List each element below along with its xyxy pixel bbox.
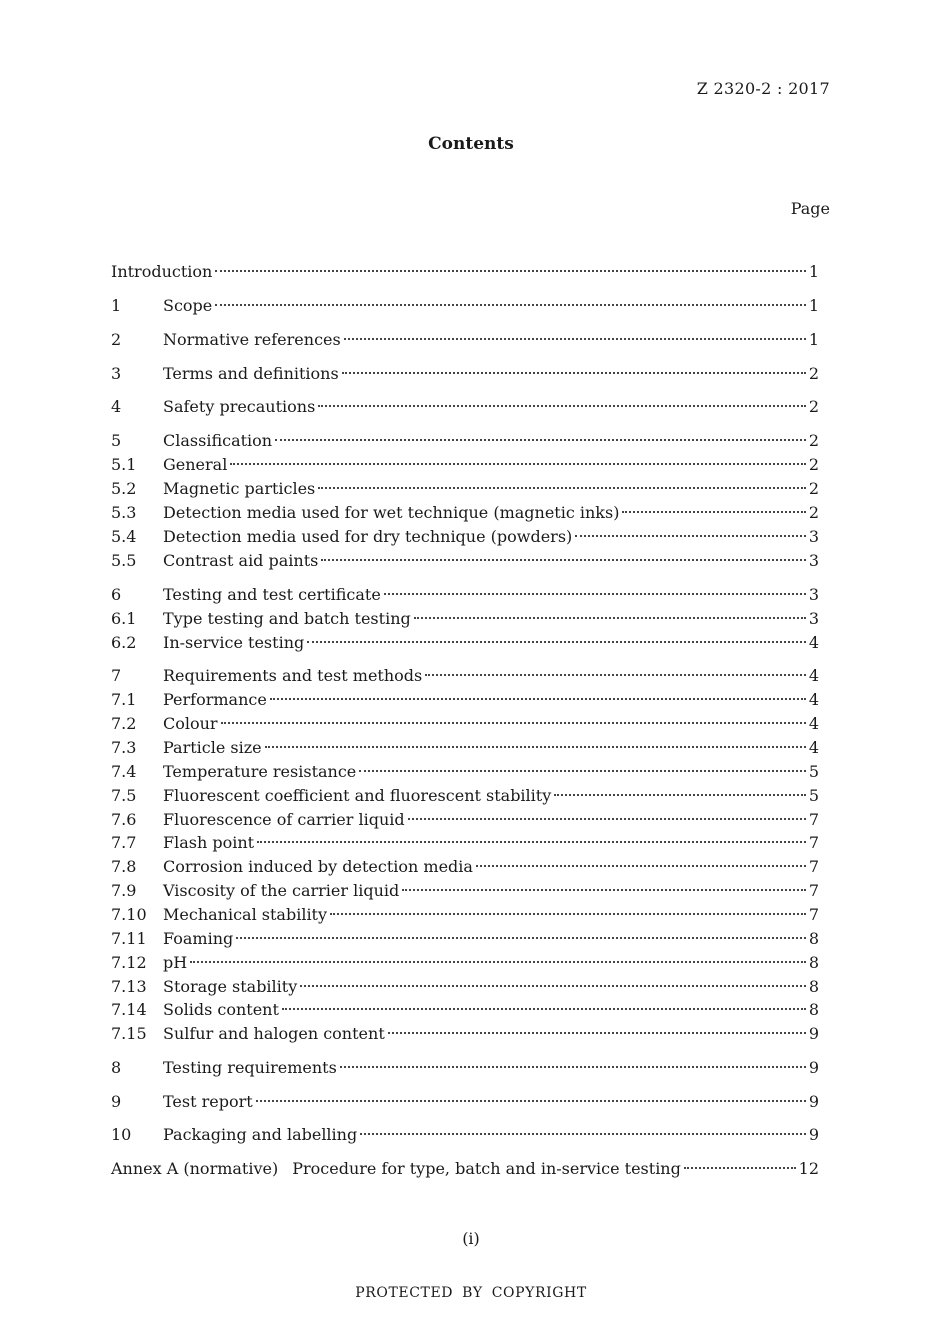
toc-entry-number: 6 (111, 585, 122, 604)
toc-entry-number: 5.2 (111, 479, 137, 498)
toc-leader-dots (270, 698, 806, 700)
toc-entry-number: 5.3 (111, 503, 137, 522)
toc-entry-title: pH (163, 953, 188, 972)
toc-entry-number: 10 (111, 1125, 132, 1144)
toc-entry-title: Terms and definitions (163, 364, 339, 383)
toc-entry-page: 9 (808, 1125, 819, 1144)
toc-entry-number: 7.12 (111, 953, 147, 972)
toc-entry-page: 9 (808, 1024, 819, 1043)
toc-leader-dots (342, 372, 806, 374)
toc-entry-number: 8 (111, 1058, 122, 1077)
toc-leader-dots (554, 794, 806, 796)
toc-entry-title: Scope (163, 296, 213, 315)
toc-entry-number: 3 (111, 364, 122, 383)
toc-entry-number: 9 (111, 1092, 122, 1111)
toc-entry-title: Solids content (163, 1000, 279, 1019)
toc-entry-annex-a[interactable] (111, 1159, 819, 1181)
toc-leader-dots (402, 889, 806, 891)
toc-entry[interactable] (111, 786, 819, 808)
toc-entry[interactable] (111, 431, 819, 453)
toc-entry-title: Testing requirements (163, 1058, 337, 1077)
toc-leader-dots (215, 270, 805, 272)
toc-entry-page: 2 (808, 455, 819, 474)
toc-entry-number: 7.4 (111, 762, 137, 781)
toc-entry-page: 2 (808, 364, 819, 383)
toc-entry-page: 3 (808, 585, 819, 604)
toc-entry-title: Temperature resistance (163, 762, 357, 781)
toc-entry-title: Packaging and labelling (163, 1125, 358, 1144)
toc-entry-title: Safety precautions (163, 397, 316, 416)
toc-entry-page: 8 (808, 929, 819, 948)
toc-leader-dots (265, 746, 806, 748)
toc-leader-dots (388, 1032, 806, 1034)
toc-entry[interactable] (111, 585, 819, 607)
toc-entry-title: Corrosion induced by detection media (163, 857, 473, 876)
toc-entry-title: Foaming (163, 929, 234, 948)
toc-entry-title: Procedure for type, batch and in-service testing (292, 1159, 681, 1178)
toc-entry-number: 7.6 (111, 810, 137, 829)
toc-entry-page: 2 (808, 479, 819, 498)
toc-annex-prefix: Annex A (normative) (111, 1159, 279, 1178)
toc-entry[interactable] (111, 810, 819, 832)
toc-leader-dots (330, 913, 806, 915)
toc-leader-dots (360, 1133, 806, 1135)
toc-entry-page: 1 (808, 262, 819, 281)
toc-entry-title: Fluorescence of carrier liquid (163, 810, 405, 829)
toc-entry[interactable] (111, 397, 819, 419)
toc-leader-dots (256, 1100, 806, 1102)
toc-entry-page: 5 (808, 786, 819, 805)
toc-leader-dots (190, 961, 806, 963)
toc-leader-dots (215, 304, 806, 306)
toc-entry[interactable] (111, 609, 819, 631)
toc-entry[interactable] (111, 881, 819, 903)
toc-entry-title: Storage stability (163, 977, 298, 996)
toc-leader-dots (300, 985, 806, 987)
toc-entry[interactable] (111, 551, 819, 573)
toc-entry-title: Viscosity of the carrier liquid (163, 881, 400, 900)
toc-entry-number: 5.1 (111, 455, 137, 474)
toc-leader-dots (275, 439, 806, 441)
toc-entry-page: 7 (808, 905, 819, 924)
toc-entry-title: Type testing and batch testing (163, 609, 411, 628)
toc-leader-dots (344, 338, 806, 340)
toc-entry-title: Flash point (163, 833, 255, 852)
toc-entry-number: 7.3 (111, 738, 137, 757)
toc-entry-page: 2 (808, 503, 819, 522)
toc-leader-dots (622, 511, 805, 513)
toc-entry-number: 6.1 (111, 609, 137, 628)
toc-entry-title: Sulfur and halogen content (163, 1024, 385, 1043)
toc-entry-title: Fluorescent coefficient and fluorescent stability (163, 786, 552, 805)
toc-entry-number: 7.15 (111, 1024, 147, 1043)
toc-entry-page: 2 (808, 431, 819, 450)
toc-entry-number: 7.14 (111, 1000, 147, 1019)
toc-entry-page: 5 (808, 762, 819, 781)
toc-entry-page: 12 (798, 1159, 819, 1178)
toc-entry[interactable] (111, 296, 819, 318)
copyright-notice: PROTECTED BY COPYRIGHT (355, 1285, 587, 1301)
toc-entry-number: 2 (111, 330, 122, 349)
toc-entry[interactable] (111, 762, 819, 784)
toc-entry[interactable] (111, 738, 819, 760)
toc-leader-dots (408, 818, 806, 820)
toc-entry[interactable] (111, 1024, 819, 1046)
toc-entry-page: 3 (808, 527, 819, 546)
toc-entry-page: 4 (808, 738, 819, 757)
toc-entry-title: Normative references (163, 330, 341, 349)
toc-entry[interactable] (111, 503, 819, 525)
toc-entry-page: 4 (808, 633, 819, 652)
toc-entry-title: Testing and test certificate (163, 585, 381, 604)
toc-entry-page: 1 (808, 330, 819, 349)
toc-entry-number: 7.8 (111, 857, 137, 876)
toc-entry-page: 7 (808, 833, 819, 852)
toc-entry-number: 7.1 (111, 690, 137, 709)
toc-entry[interactable] (111, 633, 819, 655)
toc-leader-dots (575, 535, 806, 537)
toc-leader-dots (230, 463, 805, 465)
toc-entry-introduction[interactable] (111, 262, 819, 284)
toc-leader-dots (221, 722, 806, 724)
toc-entry-title: Magnetic particles (163, 479, 316, 498)
toc-entry-number: 5 (111, 431, 122, 450)
toc-leader-dots (684, 1167, 796, 1169)
toc-leader-dots (318, 405, 806, 407)
toc-entry-title: Requirements and test methods (163, 666, 423, 685)
toc-entry-page: 7 (808, 881, 819, 900)
toc-leader-dots (321, 559, 805, 561)
toc-entry-page: 2 (808, 397, 819, 416)
toc-entry[interactable] (111, 977, 819, 999)
toc-entry-number: 6.2 (111, 633, 137, 652)
toc-entry-title: Detection media used for dry technique (powders) (163, 527, 573, 546)
toc-entry-page: 1 (808, 296, 819, 315)
toc-leader-dots (236, 937, 806, 939)
page-column-heading: Page (790, 199, 830, 218)
toc-entry[interactable] (111, 833, 819, 855)
contents-title: Contents (428, 134, 514, 154)
toc-entry-number: 5.5 (111, 551, 137, 570)
standard-number: Z 2320-2 : 2017 (696, 79, 830, 98)
toc-leader-dots (425, 674, 806, 676)
page-number: (i) (462, 1229, 480, 1248)
toc-leader-dots (318, 487, 806, 489)
toc-entry-title: Classification (163, 431, 273, 450)
toc-entry-title: Contrast aid paints (163, 551, 319, 570)
toc-entry-number: 7 (111, 666, 122, 685)
toc-entry-title: In-service testing (163, 633, 305, 652)
toc-entry-page: 4 (808, 666, 819, 685)
toc-entry-number: 7.5 (111, 786, 137, 805)
toc-entry-page: 9 (808, 1092, 819, 1111)
toc-entry[interactable] (111, 905, 819, 927)
toc-entry[interactable] (111, 455, 819, 477)
toc-entry-title: Performance (163, 690, 267, 709)
toc-entry[interactable] (111, 690, 819, 712)
toc-entry-page: 3 (808, 551, 819, 570)
toc-leader-dots (282, 1008, 806, 1010)
toc-leader-dots (307, 641, 806, 643)
toc-entry[interactable] (111, 330, 819, 352)
toc-entry-number: 1 (111, 296, 122, 315)
toc-entry[interactable] (111, 527, 819, 549)
toc-entry-number: 4 (111, 397, 122, 416)
toc-entry-number: 7.10 (111, 905, 147, 924)
toc-entry-number: 7.13 (111, 977, 147, 996)
toc-entry-title: Particle size (163, 738, 262, 757)
toc-entry[interactable] (111, 364, 819, 386)
toc-entry-number: 7.7 (111, 833, 137, 852)
toc-leader-dots (414, 617, 806, 619)
toc-entry-title: Test report (163, 1092, 253, 1111)
toc-entry-page: 7 (808, 857, 819, 876)
toc-entry-number: 7.9 (111, 881, 137, 900)
toc-entry[interactable] (111, 929, 819, 951)
toc-entry[interactable] (111, 857, 819, 879)
toc-leader-dots (359, 770, 806, 772)
toc-entry-page: 7 (808, 810, 819, 829)
toc-entry-page: 8 (808, 953, 819, 972)
toc-entry-number: 5.4 (111, 527, 137, 546)
toc-entry-number: 7.2 (111, 714, 137, 733)
toc-entry[interactable] (111, 714, 819, 736)
toc-entry[interactable] (111, 1092, 819, 1114)
toc-entry-page: 9 (808, 1058, 819, 1077)
toc-leader-dots (257, 841, 806, 843)
toc-entry[interactable] (111, 953, 819, 975)
toc-entry-page: 8 (808, 977, 819, 996)
toc-entry[interactable] (111, 1000, 819, 1022)
toc-entry[interactable] (111, 666, 819, 688)
toc-leader-dots (476, 865, 806, 867)
toc-entry[interactable] (111, 1125, 819, 1147)
toc-entry-page: 4 (808, 690, 819, 709)
toc-entry-title: General (163, 455, 228, 474)
toc-entry-number: 7.11 (111, 929, 147, 948)
toc-entry-title: Detection media used for wet technique (magnetic inks) (163, 503, 620, 522)
toc-entry-page: 4 (808, 714, 819, 733)
toc-leader-dots (340, 1066, 806, 1068)
toc-entry[interactable] (111, 479, 819, 501)
toc-leader-dots (384, 593, 806, 595)
toc-entry-page: 8 (808, 1000, 819, 1019)
toc-entry-title: Colour (163, 714, 218, 733)
toc-entry-page: 3 (808, 609, 819, 628)
toc-entry[interactable] (111, 1058, 819, 1080)
toc-entry-title: Mechanical stability (163, 905, 328, 924)
toc-entry-title: Introduction (111, 262, 213, 281)
